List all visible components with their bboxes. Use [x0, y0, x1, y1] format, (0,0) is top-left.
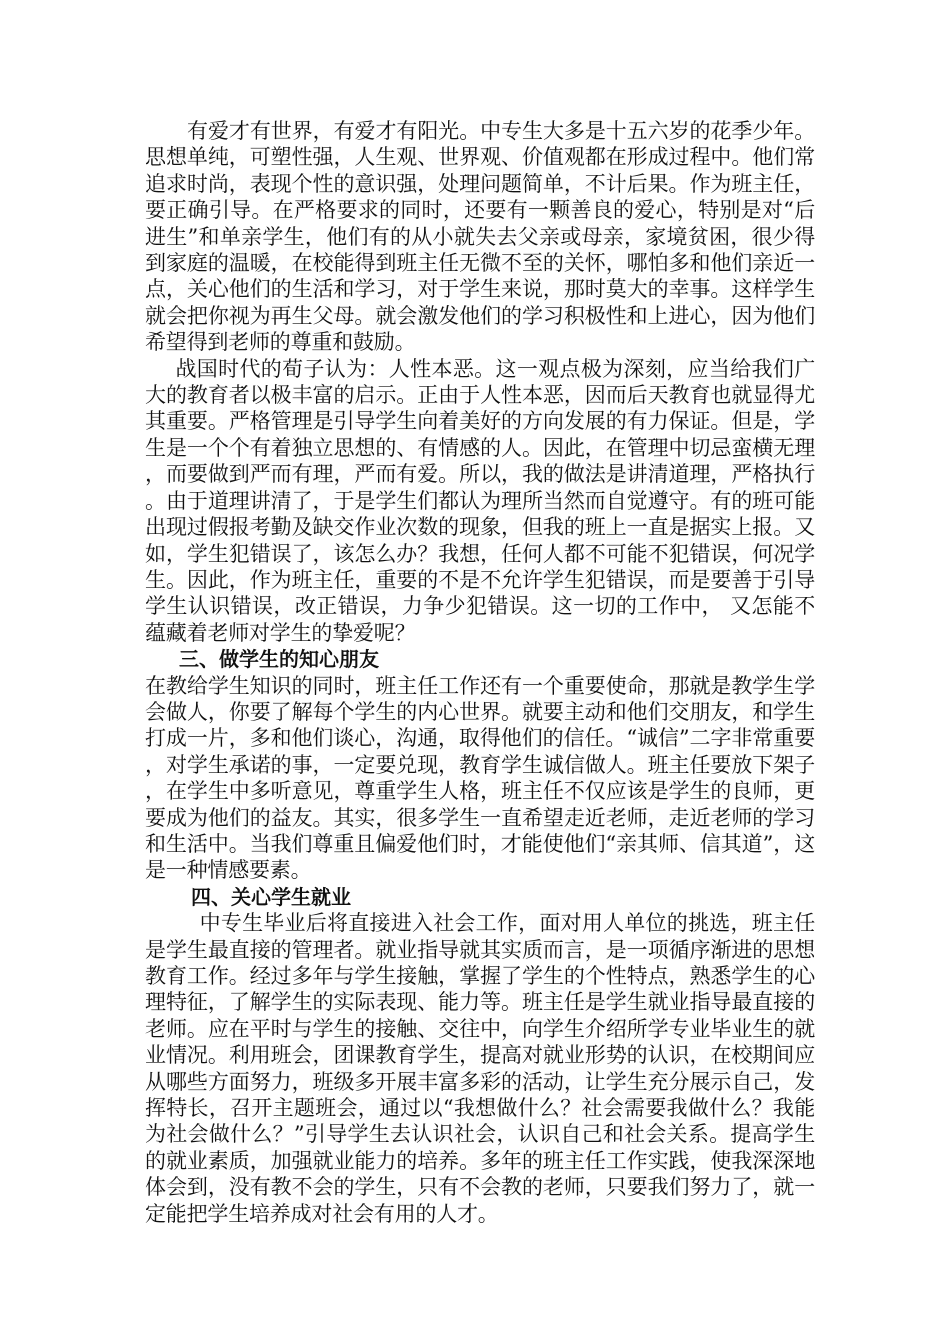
paragraph-friends: 在教给学生知识的同时，班主任工作还有一个重要使命，那就是教学生学会做人，你要了解每个学生的内心世界。就要主动和他们交朋友，和学生打成一片，多和他们谈心，沟通，取得他们的信任。“诚信”二字非常重要，对学生承诺的事，一定要兑现，教育学生诚信做人。班主任要放下架子，在学生中多听意见，尊重学生人格，班主任不仅应该是学生的良师，更要成为他们的益友。其实，很多学生一直希望走近老师，走近老师的学习和生活中。当我们尊重且偏爱他们时，才能使他们“亲其师、信其道”，这是一种情感要素。	[145, 673, 815, 883]
paragraph-employment: 中专生毕业后将直接进入社会工作，面对用人单位的挑选，班主任是学生最直接的管理者。就业指导就其实质而言，是一项循序渐进的思想教育工作。经过多年与学生接触，掌握了学生的个性特点，熟悉学生的心理特征，了解学生的实际表现、能力等。班主任是学生就业指导最直接的老师。应在平时与学生的接触、交往中，向学生介绍所学专业毕业生的就业情况。利用班会，团课教育学生，提高对就业形势的认识，在校期间应从哪些方面努力，班级多开展丰富多彩的活动，让学生充分展示自己，发挥特长，召开主题班会，通过以“我想做什么？社会需要我做什么？我能为社会做什么？”引导学生去认识社会，认识自己和社会关系。提高学生的就业素质，加强就业能力的培养。多年的班主任工作实践，使我深深地体会到，没有教不会的学生，只有不会教的老师，只要我们努力了，就一定能把学生培养成对社会有用的人才。	[145, 911, 815, 1226]
section-heading-3: 三、做学生的知心朋友	[179, 647, 379, 672]
paragraph-love: 有爱才有世界，有爱才有阳光。中专生大多是十五六岁的花季少年。思想单纯，可塑性强，人生观、世界观、价值观都在形成过程中。他们常追求时尚，表现个性的意识强，处理问题简单，不计后果。作为班主任，要正确引导。在严格要求的同时，还要有一颗善良的爱心，特别是对“后进生”和单亲学生，他们有的从小就失去父亲或母亲，家境贫困，很少得到家庭的温暖，在校能得到班主任无微不至的关怀，哪怕多和他们亲近一点，关心他们的生活和学习，对于学生来说，那时莫大的幸事。这样学生就会把你视为再生父母。就会激发他们的学习积极性和上进心，因为他们希望得到老师的尊重和鼓励。	[145, 119, 815, 355]
section-heading-4: 四、关心学生就业	[191, 884, 351, 909]
document-page	[145, 118, 815, 1227]
paragraph-xunzi: 战国时代的荀子认为：人性本恶。这一观点极为深刻，应当给我们广大的教育者以极丰富的启示。正由于人性本恶，因而后天教育也就显得尤其重要。严格管理是引导学生向着美好的方向发展的有力保证。但是，学生是一个个有着独立思想的、有情感的人。因此，在管理中切忌蛮横无理，而要做到严而有理，严而有爱。所以，我的做法是讲清道理，严格执行。由于道理讲清了，于是学生们都认为理所当然而自觉遵守。有的班可能出现过假报考勤及缺交作业次数的现象，但我的班上一直是据实上报。又如，学生犯错误了，该怎么办？我想，任何人都不可能不犯错误，何况学生。因此，作为班主任，重要的不是不允许学生犯错误，而是要善于引导学生认识错误，改正错误，力争少犯错误。这一切的工作中， 又怎能不蕴藏着老师对学生的挚爱呢？	[145, 356, 815, 645]
